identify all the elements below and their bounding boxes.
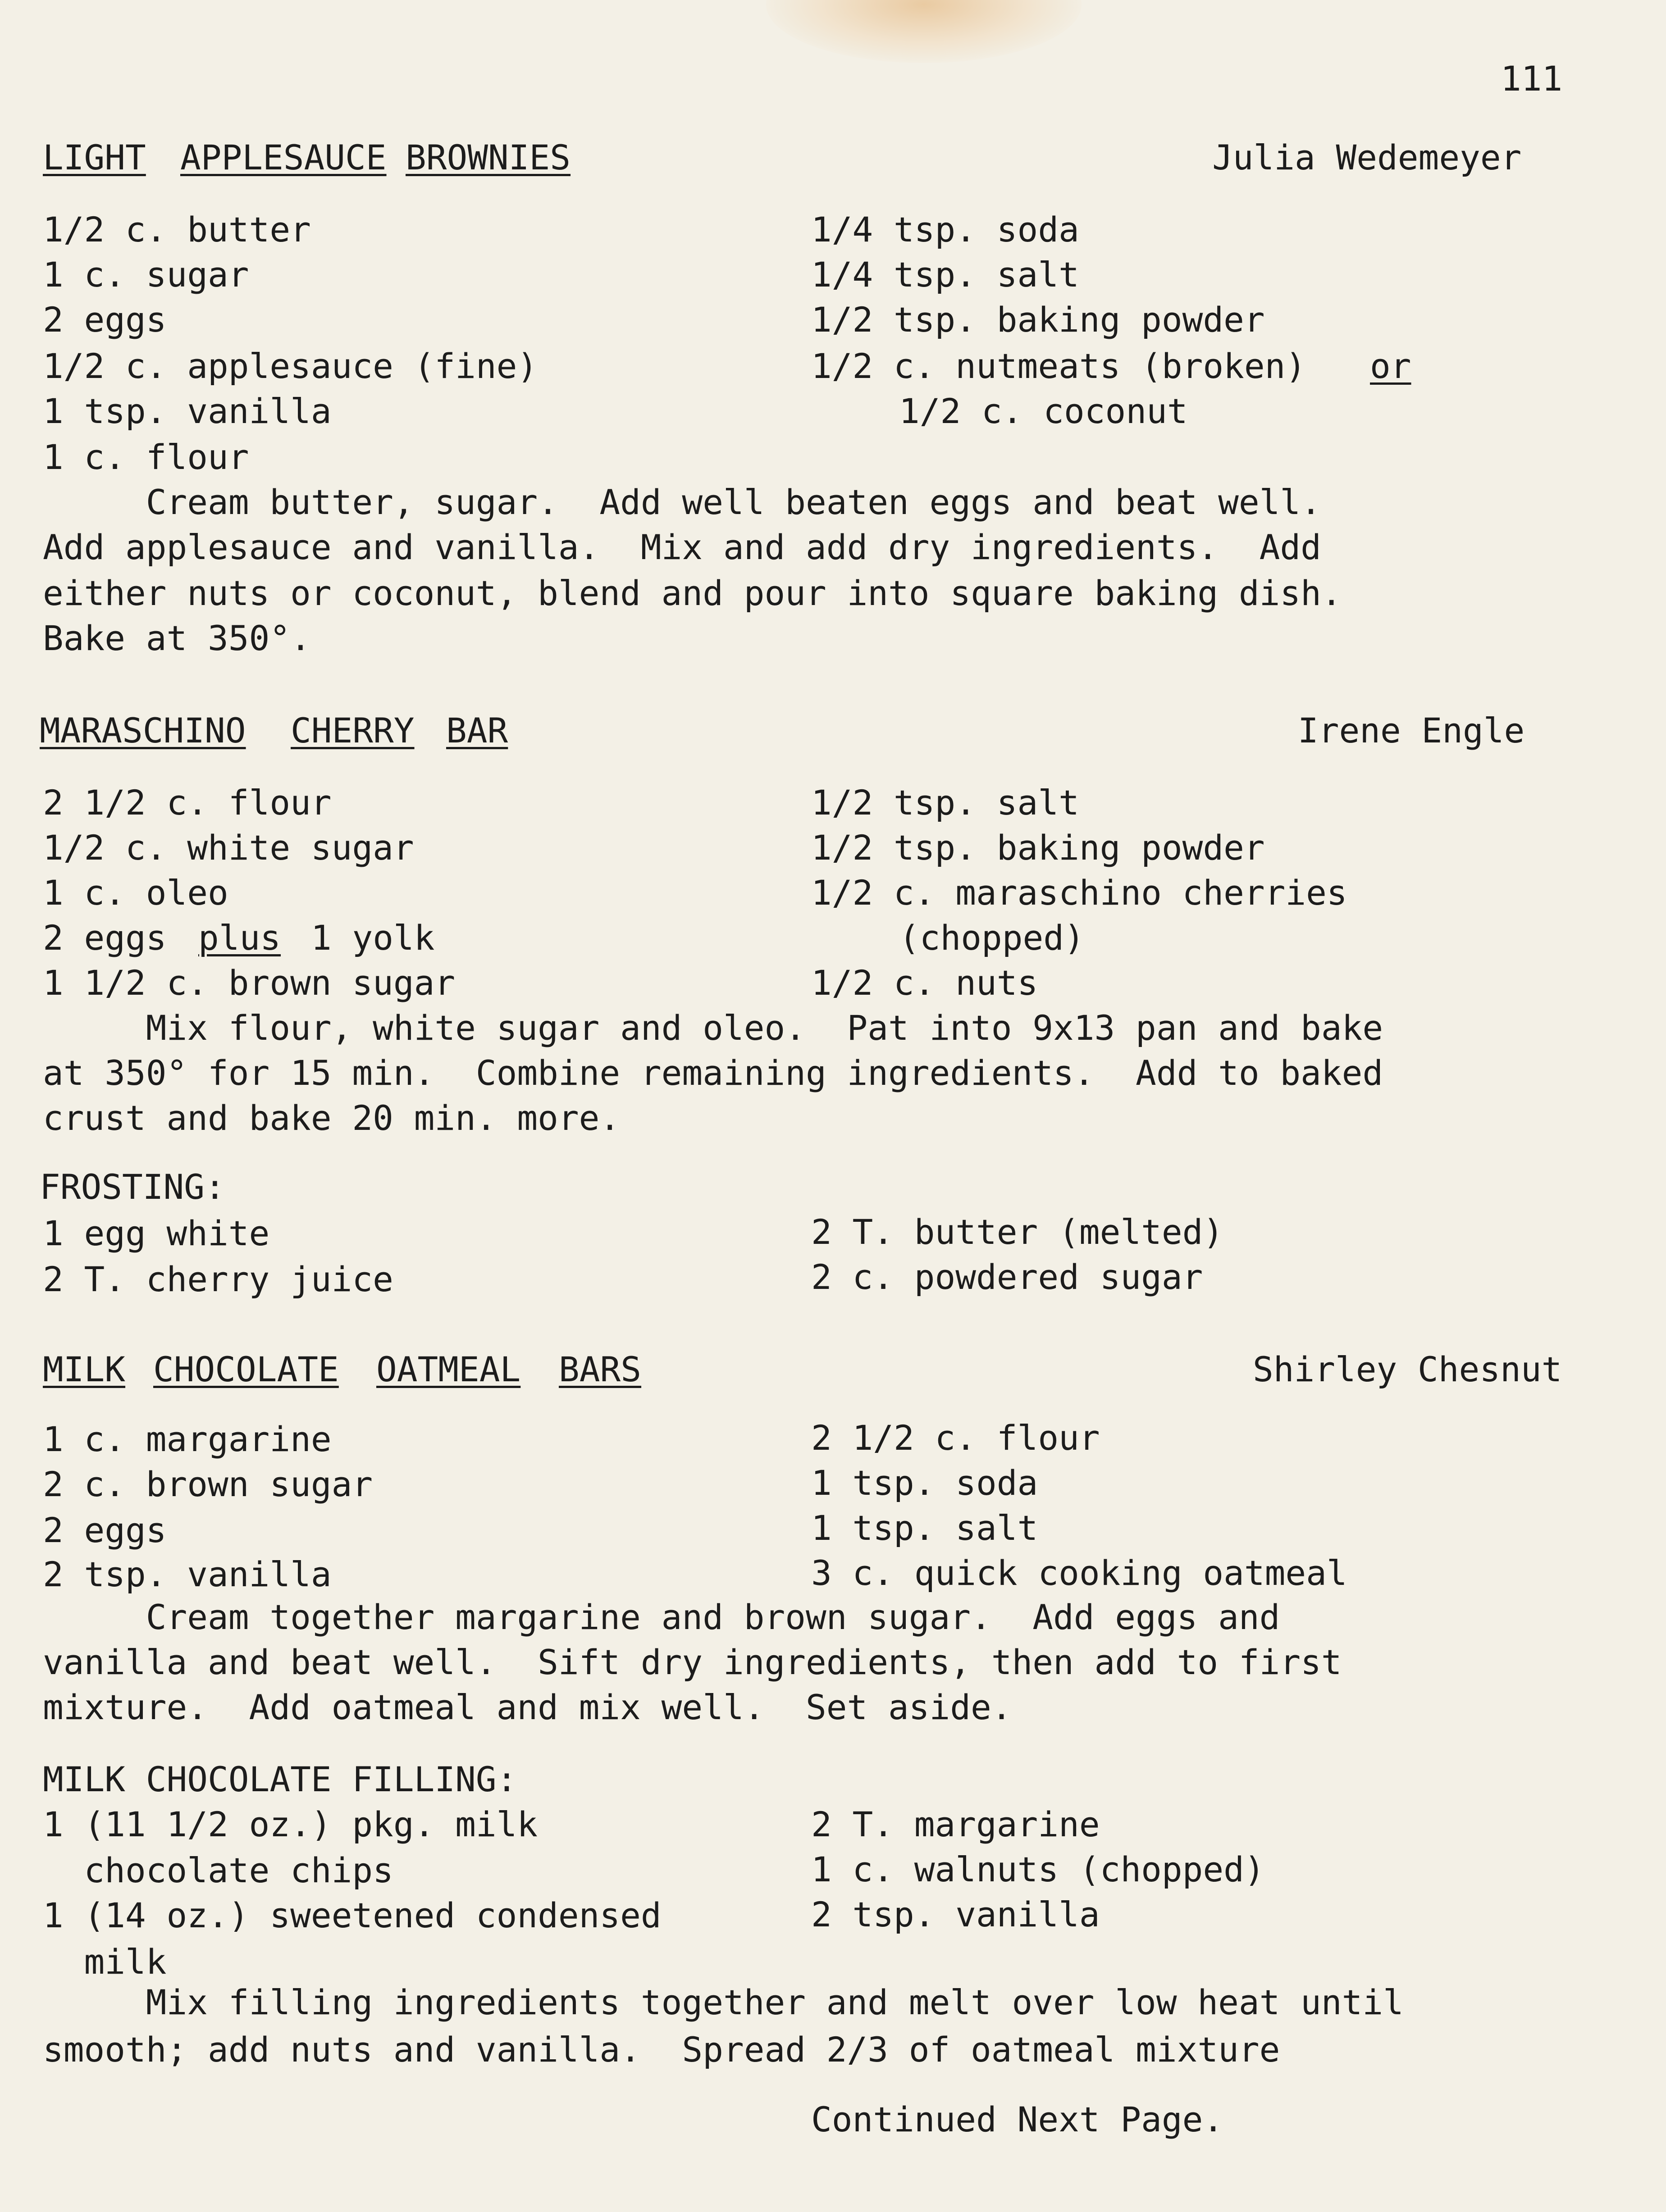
recipe-3-filling-ingredient: 2 tsp. vanilla [811, 1894, 1100, 1934]
recipe-2-ingredient: 1 c. oleo [43, 873, 228, 913]
page-stain [766, 0, 1082, 63]
recipe-3-filling-ingredient: milk [43, 1942, 167, 1982]
recipe-2-ingredient: 1/2 c. nuts [811, 963, 1038, 1003]
recipe-3-ingredient: 2 c. brown sugar [43, 1464, 373, 1504]
recipe-1-or-word: or [1370, 346, 1411, 386]
recipe-1-ingredient: 1/2 c. applesauce (fine) [43, 346, 538, 386]
recipe-3-filling-directions-line: Mix filling ingredients together and melt over low heat until [43, 1982, 1404, 2022]
recipe-3-filling-ingredient: 1 (11 1/2 oz.) pkg. milk [43, 1804, 538, 1844]
recipe-2-frosting-ingredient: 2 T. cherry juice [43, 1259, 393, 1299]
recipe-3-directions-line: mixture. Add oatmeal and mix well. Set aside. [43, 1687, 1012, 1727]
recipe-3-ingredient: 1 tsp. soda [811, 1463, 1038, 1503]
recipe-2-directions-line: crust and bake 20 min. more. [43, 1098, 621, 1138]
recipe-2-frosting-heading: FROSTING: [40, 1167, 225, 1207]
recipe-3-filling-ingredient: 2 T. margarine [811, 1804, 1100, 1844]
recipe-2-directions-line: Mix flour, white sugar and oleo. Pat into 9x13 pan and bake [43, 1008, 1383, 1048]
recipe-3-title-word-1: MILK [43, 1349, 126, 1389]
recipe-2-ingredient: 1/2 tsp. baking powder [811, 828, 1265, 868]
page-number: 111 [1501, 59, 1563, 99]
recipe-1-ingredient: 1/2 tsp. baking powder [811, 300, 1265, 340]
recipe-1-ingredient: 1/2 c. coconut [899, 391, 1188, 431]
recipe-3-ingredient: 1 c. margarine [43, 1419, 332, 1459]
recipe-3-ingredient: 1 tsp. salt [811, 1508, 1038, 1548]
recipe-2-directions-line: at 350° for 15 min. Combine remaining ingredients. Add to baked [43, 1053, 1383, 1093]
recipe-2-title-word-1: MARASCHINO [40, 710, 246, 751]
recipe-2-ingredient: (chopped) [899, 918, 1085, 958]
recipe-3-ingredient: 2 tsp. vanilla [43, 1554, 332, 1594]
recipe-2-ingredient: 1 1/2 c. brown sugar [43, 963, 456, 1003]
recipe-1-directions-line: Cream butter, sugar. Add well beaten eggs and beat well. [43, 482, 1321, 522]
recipe-2-ingredient: 1/2 c. maraschino cherries [811, 873, 1347, 913]
recipe-3-ingredient: 3 c. quick cooking oatmeal [811, 1553, 1347, 1593]
recipe-2-ingredient: 1 yolk [311, 918, 435, 958]
recipe-2-title-word-3: BAR [446, 710, 508, 751]
recipe-1-title-word-1: LIGHT [43, 137, 146, 178]
recipe-1-directions-line: either nuts or coconut, blend and pour into square baking dish. [43, 573, 1342, 613]
recipe-1-ingredient: 1/4 tsp. soda [811, 209, 1079, 250]
recipe-2-frosting-ingredient: 2 c. powdered sugar [811, 1257, 1203, 1297]
recipe-2-plus-word: plus [198, 918, 281, 958]
recipe-2-author: Irene Engle [1298, 710, 1525, 751]
recipe-1-ingredient: 1 c. sugar [43, 255, 249, 295]
recipe-2-ingredient: 1/2 tsp. salt [811, 783, 1079, 823]
recipe-2-ingredient: 1/2 c. white sugar [43, 828, 414, 868]
recipe-3-filling-ingredient: 1 c. walnuts (chopped) [811, 1849, 1265, 1889]
recipe-3-title-word-2: CHOCOLATE [153, 1349, 339, 1389]
recipe-3-title-word-4: BARS [559, 1349, 642, 1389]
recipe-3-directions-line: Cream together margarine and brown sugar. Add eggs and [43, 1597, 1280, 1637]
recipe-2-ingredient: 2 1/2 c. flour [43, 783, 332, 823]
recipe-3-filling-heading: MILK CHOCOLATE FILLING: [43, 1759, 517, 1799]
recipe-3-ingredient: 2 1/2 c. flour [811, 1418, 1100, 1458]
recipe-3-ingredient: 2 eggs [43, 1510, 167, 1550]
recipe-3-directions-line: vanilla and beat well. Sift dry ingredients, then add to first [43, 1642, 1342, 1682]
recipe-1-title-word-3: BROWNIES [406, 137, 571, 178]
recipe-1-ingredient: 1 tsp. vanilla [43, 391, 332, 431]
recipe-2-title-word-2: CHERRY [291, 710, 415, 751]
recipe-3-filling-directions-line: smooth; add nuts and vanilla. Spread 2/3 of oatmeal mixture [43, 2030, 1280, 2070]
recipe-3-author: Shirley Chesnut [1253, 1349, 1562, 1389]
recipe-1-directions-line: Add applesauce and vanilla. Mix and add dry ingredients. Add [43, 527, 1321, 567]
recipe-1-ingredient: 1/2 c. nutmeats (broken) [811, 346, 1306, 386]
recipe-3-filling-ingredient: chocolate chips [43, 1850, 393, 1890]
recipe-1-title-word-2: APPLESAUCE [180, 137, 387, 178]
recipe-1-ingredient: 1 c. flour [43, 437, 249, 477]
recipe-2-frosting-ingredient: 2 T. butter (melted) [811, 1212, 1224, 1252]
recipe-3-title-word-3: OATMEAL [376, 1349, 521, 1389]
continued-note: Continued Next Page. [811, 2099, 1224, 2139]
recipe-2-frosting-ingredient: 1 egg white [43, 1213, 270, 1253]
recipe-1-ingredient: 1/2 c. butter [43, 209, 311, 250]
recipe-2-ingredient: 2 eggs [43, 918, 167, 958]
recipe-1-directions-line: Bake at 350°. [43, 618, 311, 658]
recipe-1-ingredient: 2 eggs [43, 300, 167, 340]
recipe-1-author: Julia Wedemeyer [1212, 137, 1522, 178]
recipe-1-ingredient: 1/4 tsp. salt [811, 255, 1079, 295]
recipe-3-filling-ingredient: 1 (14 oz.) sweetened condensed [43, 1895, 662, 1935]
